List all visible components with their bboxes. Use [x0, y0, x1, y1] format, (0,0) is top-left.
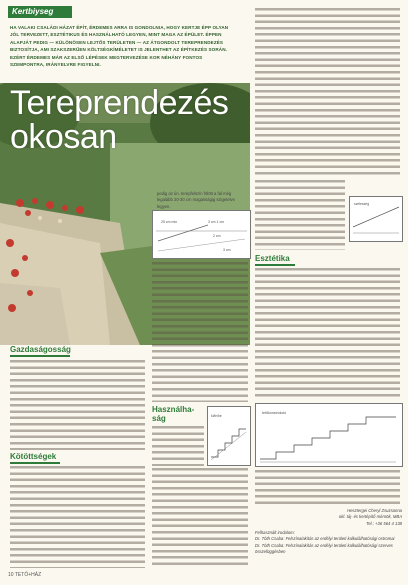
diagram-label-d: 3 cm — [223, 248, 231, 252]
intro-lead: HA VALAKI CSALÁDI HÁZAT ÉPÍT, ÉRDEMES ARRA IS GONDOLNIA, HOGY KERTJE ÉPP OLYAN JÓL TERVEZETT, ESZTÉTIKUS ÉS HASZNÁLHATÓ LEGYEN, MINT MAGA AZ ÉPÜLET. ÉPPEN ALAPJÁT PEDIG — KÜLÖNÖSEN LEJTŐS TERÜLETEN — AZ ÁTGONDOLT TEREPRENDEZÉS BIZTOSÍTJA, AMI SZAKSZERŰEN KÖLTSÉGKÍMÉLETET IS JELENTHET AZ ÉPÍTKEZÉS SORÁN. EZÉRT ÉRDEMES MÁR AZ ELSŐ LÉPÉSEK MEGTERVEZÉSE KOR NÉHÁNY FONTOS SZEMPONTRA, IRÁNYELVRE FIGYELNI. — [10, 25, 229, 68]
right-column-text-1 — [255, 8, 400, 176]
heading-esztetika: Esztétika — [255, 254, 290, 263]
terrain-diagram-1 — [152, 210, 251, 259]
terrain-diagram-2 — [349, 196, 403, 242]
diagram-label-a: 25 cm min — [161, 220, 178, 224]
diagram2-label: szélesség — [354, 202, 370, 206]
heading-hasznalhatosag: Használha- ság — [152, 405, 195, 423]
author-tel: Tel.: +36 564 4 138 — [366, 520, 402, 526]
right-column-text-2 — [255, 180, 345, 250]
terrain-diagram-3 — [255, 403, 403, 467]
stair-label: ki/le/be — [211, 414, 222, 418]
diagram-label-b: 3 cm 1 cm — [208, 220, 225, 224]
page-footer — [8, 572, 41, 578]
terrain-diagram-3-drawing — [256, 404, 402, 466]
title-line-2: okosan — [10, 118, 117, 156]
bibliography — [255, 530, 400, 555]
terrain-diagram-1-drawing — [153, 211, 250, 258]
bibliography-label: Felhasznált irodalom: — [255, 530, 295, 535]
middle-column-text — [152, 262, 248, 402]
magazine-name: TETŐ+HÁZ — [14, 572, 42, 578]
kotottsegek-text — [10, 466, 145, 568]
diagram3-label: tetőkonstrukció — [262, 411, 287, 415]
title-line-1: Tereprendezés — [10, 84, 229, 122]
stair-diagram-drawing — [208, 407, 250, 465]
diagram-slope-line — [158, 225, 208, 241]
page-number: 10 — [8, 572, 14, 578]
hasznalhatosag-text-short — [152, 426, 204, 466]
bibliography-entry-2: Dr. Tóth Csaba: Felszínalakítás az erdélyi területi kalkulálhatósági szerves összefüggésben — [255, 542, 393, 554]
diagram-label-c: 2 cm — [213, 234, 221, 238]
bibliography-entry-1: Dr. Tóth Csaba: Felszínalakítás az erdélyi területi kalkulálhatósági ostromai — [255, 536, 395, 542]
diagram3-terraces — [260, 417, 396, 459]
heading-kotottsegek: Kötöttségek — [10, 452, 57, 461]
heading-rule-1 — [10, 355, 70, 357]
author-signature — [330, 508, 402, 527]
heading-rule-3 — [255, 264, 295, 266]
gazdasagossag-text — [10, 360, 145, 450]
closing-text — [255, 470, 400, 506]
section-label: Kertbiyseg — [8, 6, 72, 18]
photo-caption: pedig az ún. terepfelszín fölött a fal még legalább 20-30 cm magasságig szigetelve legyen. — [157, 191, 235, 209]
terrain-diagram-2-drawing — [350, 197, 402, 241]
esztetika-text — [255, 268, 400, 400]
article-title — [10, 86, 240, 154]
diagram-lower-line — [158, 239, 245, 251]
author-name: Hesztergei Cheryl Zsuzsanna — [347, 508, 402, 513]
author-role: okl. táj- és kertépítő mérnök, MBA — [338, 514, 402, 520]
stair-slope — [211, 432, 246, 460]
stair-steps — [211, 429, 246, 457]
heading-rule-2 — [10, 462, 60, 464]
diagram2-slope — [353, 207, 399, 227]
stair-diagram — [207, 406, 251, 466]
heading-gazdasagossag: Gazdaságosság — [10, 345, 71, 354]
hasznalhatosag-text — [152, 468, 248, 568]
